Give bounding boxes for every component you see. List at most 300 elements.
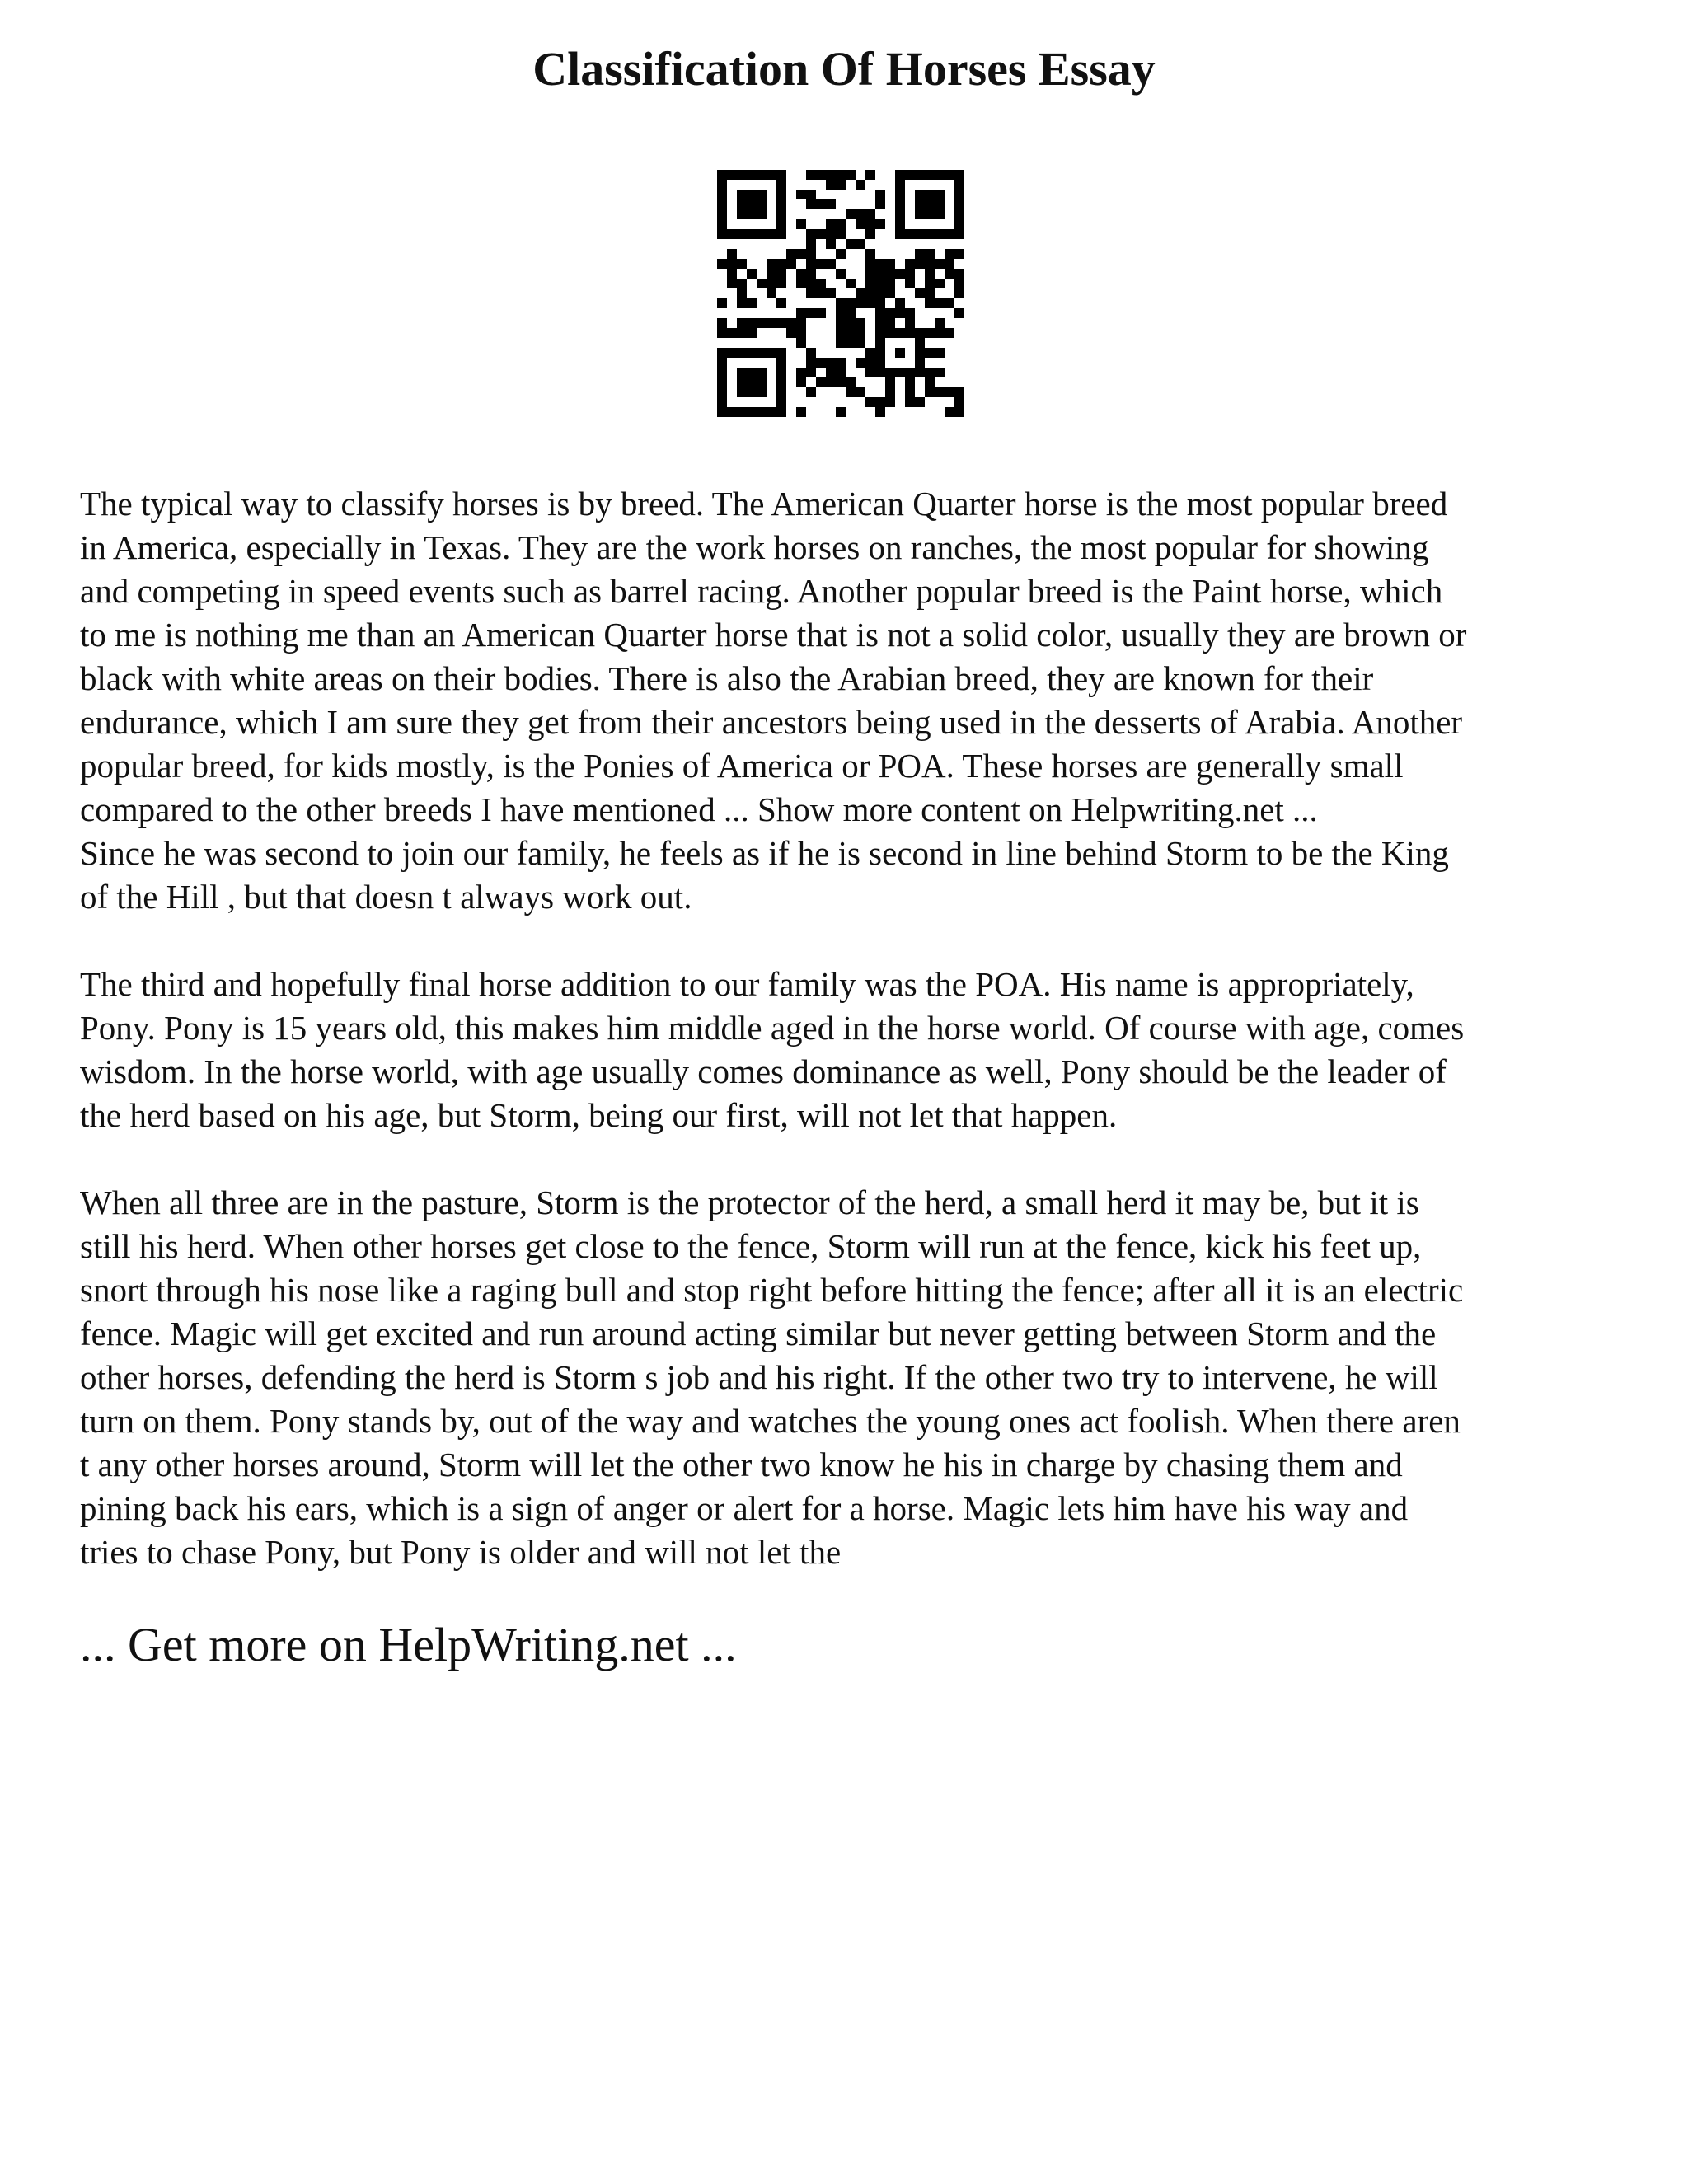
qr-module [806, 279, 816, 288]
qr-module [836, 358, 846, 368]
qr-module [767, 288, 776, 298]
qr-module [717, 407, 727, 417]
qr-module [954, 279, 964, 288]
qr-module [826, 288, 836, 298]
qr-module [915, 199, 925, 209]
qr-module [767, 170, 776, 180]
qr-module [895, 180, 905, 190]
qr-module [856, 180, 865, 190]
qr-module [935, 229, 945, 239]
qr-module [727, 269, 737, 279]
qr-module [776, 229, 786, 239]
qr-module [826, 199, 836, 209]
qr-module [826, 358, 836, 368]
qr-module [935, 368, 945, 377]
qr-module [727, 170, 737, 180]
qr-module [925, 298, 935, 308]
qr-module [757, 318, 767, 328]
qr-module [905, 279, 915, 288]
qr-module [915, 368, 925, 377]
qr-module [717, 190, 727, 199]
qr-module [905, 229, 915, 239]
qr-module [945, 407, 954, 417]
qr-module [954, 190, 964, 199]
qr-module [925, 279, 935, 288]
qr-module [806, 358, 816, 368]
qr-module [925, 259, 935, 269]
qr-module [945, 259, 954, 269]
qr-module [905, 318, 915, 328]
qr-module [846, 279, 856, 288]
qr-module [826, 239, 836, 249]
qr-module [915, 338, 925, 348]
qr-module [776, 259, 786, 269]
qr-module [865, 368, 875, 377]
qr-module [737, 407, 747, 417]
qr-module [796, 338, 806, 348]
qr-module [915, 249, 925, 259]
qr-module [846, 170, 856, 180]
qr-module [747, 170, 757, 180]
qr-module [737, 387, 747, 397]
qr-module [747, 407, 757, 417]
qr-module [836, 219, 846, 229]
qr-module [925, 328, 935, 338]
qr-module [737, 348, 747, 358]
qr-module [796, 377, 806, 387]
qr-module [717, 219, 727, 229]
qr-module [856, 288, 865, 298]
qr-module [717, 180, 727, 190]
qr-module [905, 377, 915, 387]
qr-module [757, 279, 767, 288]
qr-module [895, 209, 905, 219]
qr-module [747, 229, 757, 239]
qr-module [954, 288, 964, 298]
qr-module [925, 348, 935, 358]
qr-module [747, 298, 757, 308]
qr-module [776, 348, 786, 358]
qr-module [836, 269, 846, 279]
qr-module [885, 328, 895, 338]
qr-module [875, 279, 885, 288]
qr-module [865, 249, 875, 259]
qr-module [846, 338, 856, 348]
essay-body [80, 482, 1629, 1574]
qr-module [796, 328, 806, 338]
qr-module [905, 397, 915, 407]
qr-module [846, 377, 856, 387]
qr-module [757, 387, 767, 397]
qr-module [826, 219, 836, 229]
qr-module [875, 318, 885, 328]
qr-module [935, 318, 945, 328]
qr-module [737, 318, 747, 328]
qr-module [747, 190, 757, 199]
qr-module [954, 170, 964, 180]
qr-module [915, 190, 925, 199]
qr-module [875, 219, 885, 229]
qr-module [757, 407, 767, 417]
qr-module [836, 298, 846, 308]
qr-module [737, 288, 747, 298]
qr-module [875, 259, 885, 269]
qr-module [717, 298, 727, 308]
qr-module [757, 348, 767, 358]
qr-module [865, 279, 875, 288]
qr-module [767, 318, 776, 328]
qr-module [747, 348, 757, 358]
essay-paragraph-3: When all three are in the pasture, Storm is the protector of the herd, a small herd it may be, but it is still his herd. When other horses get close to the fence, Storm will run at the fence, kick his feet up, snort through his nose like a raging bull and stop right before hitting the fence; after all it is an electric fence. Magic will get excited and run around acting similar but never getting between Storm and the other horses, defending the herd is Storm s job and his right. If the other two try to intervene, he will turn on them. Pony stands by, out of the way and watches the young ones act foolish. When there aren t any other horses around, Storm will let the other two know he his in charge by chasing them and pining back his ears, which is a sign of anger or alert for a horse. Magic lets him have his way and tries to chase Pony, but Pony is older and will not let the [80, 1183, 1464, 1571]
qr-module [767, 269, 776, 279]
qr-module [875, 338, 885, 348]
qr-module [836, 328, 846, 338]
qr-module [895, 328, 905, 338]
qr-module [717, 358, 727, 368]
qr-module [875, 269, 885, 279]
qr-module [717, 348, 727, 358]
qr-module [757, 190, 767, 199]
qr-module [727, 407, 737, 417]
qr-module [885, 279, 895, 288]
qr-module [747, 387, 757, 397]
qr-module [776, 199, 786, 209]
qr-module [875, 308, 885, 318]
qr-module [865, 229, 875, 239]
qr-module [865, 259, 875, 269]
qr-module [856, 298, 865, 308]
qr-module [806, 190, 816, 199]
qr-module [915, 170, 925, 180]
qr-module [925, 387, 935, 397]
qr-module [836, 249, 846, 259]
qr-module [905, 259, 915, 269]
qr-module [767, 229, 776, 239]
qr-module [806, 239, 816, 249]
qr-module [836, 368, 846, 377]
qr-module [747, 269, 757, 279]
qr-module [776, 279, 786, 288]
qr-module [796, 219, 806, 229]
qr-module [856, 387, 865, 397]
qr-module [757, 368, 767, 377]
qr-module [836, 229, 846, 239]
qr-module [737, 377, 747, 387]
qr-module [925, 377, 935, 387]
qr-module [796, 249, 806, 259]
qr-module [717, 199, 727, 209]
qr-module [816, 358, 826, 368]
qr-module [905, 308, 915, 318]
qr-module [856, 328, 865, 338]
qr-module [925, 170, 935, 180]
qr-module [885, 397, 895, 407]
qr-module [925, 368, 935, 377]
qr-module [905, 328, 915, 338]
paragraph-spacer [80, 1137, 1629, 1181]
qr-module [727, 249, 737, 259]
qr-module [717, 368, 727, 377]
qr-module [925, 229, 935, 239]
qr-module [875, 407, 885, 417]
qr-module [875, 348, 885, 358]
qr-module [747, 318, 757, 328]
qr-module [865, 348, 875, 358]
qr-module [885, 387, 895, 397]
qr-module [935, 199, 945, 209]
qr-module [954, 397, 964, 407]
qr-module [954, 209, 964, 219]
qr-module [747, 328, 757, 338]
qr-module [915, 209, 925, 219]
qr-module [826, 229, 836, 239]
qr-module [737, 279, 747, 288]
qr-module [954, 387, 964, 397]
paragraph-spacer [80, 919, 1629, 963]
qr-module [806, 288, 816, 298]
qr-module [737, 298, 747, 308]
qr-module [865, 397, 875, 407]
qr-module [945, 298, 954, 308]
qr-module [767, 259, 776, 269]
qr-module [776, 397, 786, 407]
qr-module [737, 259, 747, 269]
qr-module [905, 170, 915, 180]
qr-module [836, 338, 846, 348]
qr-module [796, 407, 806, 417]
qr-module [846, 328, 856, 338]
qr-module [816, 259, 826, 269]
qr-module [747, 377, 757, 387]
qr-module [806, 269, 816, 279]
qr-module [767, 407, 776, 417]
qr-module [806, 249, 816, 259]
qr-module [717, 387, 727, 397]
qr-module [737, 199, 747, 209]
qr-module [856, 239, 865, 249]
qr-module [865, 219, 875, 229]
qr-module [954, 269, 964, 279]
qr-module [806, 259, 816, 269]
qr-module [717, 318, 727, 328]
qr-module [737, 328, 747, 338]
qr-module [945, 249, 954, 259]
qr-module [767, 279, 776, 288]
qr-module [935, 259, 945, 269]
qr-module [846, 308, 856, 318]
qr-module [826, 377, 836, 387]
qr-module [875, 397, 885, 407]
qr-module [865, 358, 875, 368]
qr-module [925, 288, 935, 298]
qr-module [885, 288, 895, 298]
qr-module [747, 209, 757, 219]
qr-module [737, 368, 747, 377]
qr-module [836, 180, 846, 190]
essay-paragraph-2: The third and hopefully final horse addition to our family was the POA. His name is appropriately, Pony. Pony is 15 years old, this makes him middle aged in the horse world. Of course with age, comes wisdom. In the horse world, with age usually comes dominance as well, Pony should be the leader of the herd based on his age, but Storm, being our first, will not let that happen. [80, 965, 1465, 1134]
qr-module [796, 279, 806, 288]
qr-module [816, 288, 826, 298]
qr-module [826, 170, 836, 180]
qr-module [895, 219, 905, 229]
qr-module [816, 199, 826, 209]
qr-module [727, 229, 737, 239]
qr-module [786, 328, 796, 338]
qr-module [935, 279, 945, 288]
qr-module [786, 259, 796, 269]
qr-module [717, 397, 727, 407]
qr-module [915, 328, 925, 338]
qr-module [846, 387, 856, 397]
qr-module [954, 229, 964, 239]
qr-module [935, 190, 945, 199]
qr-module [846, 239, 856, 249]
essay-paragraph-1: The typical way to classify horses is by breed. The American Quarter horse is the most popular breed in America, especially in Texas. They are the work horses on ranches, the most popular for showing and competing in speed events such as barrel racing. Another popular breed is the Paint horse, which to me is nothing me than an American Quarter horse that is not a solid color, usually they are brown or black with white areas on their bodies. There is also the Arabian breed, they are known for their endurance, which I am sure they get from their ancestors being used in the desserts of Arabia. Another popular breed, for kids mostly, is the Ponies of America or POA. These horses are generally small compared to the other breeds I have mentioned ... Show more content on Helpwriting.net ... Since he was second to join our family, he feels as if he is second in line behind Storm to be the King of the Hill , but that doesn t always work out. [80, 485, 1467, 916]
qr-module [717, 209, 727, 219]
qr-module [806, 308, 816, 318]
qr-module [717, 259, 727, 269]
qr-module [757, 199, 767, 209]
qr-module [875, 368, 885, 377]
qr-module [776, 180, 786, 190]
qr-module [875, 190, 885, 199]
qr-module [885, 318, 895, 328]
qr-module [727, 348, 737, 358]
qr-module [776, 368, 786, 377]
qr-module [806, 170, 816, 180]
qr-module [816, 308, 826, 318]
qr-module [875, 199, 885, 209]
qr-module [776, 318, 786, 328]
qr-module [836, 377, 846, 387]
qr-module [757, 209, 767, 219]
qr-module [895, 368, 905, 377]
qr-module [786, 318, 796, 328]
qr-module [727, 328, 737, 338]
qr-module [776, 407, 786, 417]
qr-module [776, 298, 786, 308]
qr-module [945, 387, 954, 397]
qr-module [747, 368, 757, 377]
qr-module [776, 190, 786, 199]
qr-module [885, 259, 895, 269]
qr-module [865, 209, 875, 219]
qr-module [885, 377, 895, 387]
qr-module [945, 170, 954, 180]
qr-module [954, 249, 964, 259]
qr-module [776, 219, 786, 229]
qr-module [905, 368, 915, 377]
qr-module [895, 170, 905, 180]
qr-module [757, 170, 767, 180]
qr-module [717, 170, 727, 180]
qr-module [836, 407, 846, 417]
qr-module [875, 328, 885, 338]
qr-module [875, 288, 885, 298]
qr-module [796, 368, 806, 377]
qr-module [816, 229, 826, 239]
qr-module [717, 377, 727, 387]
qr-module [846, 209, 856, 219]
qr-module [806, 229, 816, 239]
get-more-link[interactable]: ... Get more on HelpWriting.net ... [80, 1618, 737, 1671]
qr-module [856, 219, 865, 229]
qr-module [925, 249, 935, 259]
qr-module [935, 348, 945, 358]
qr-module [836, 308, 846, 318]
qr-module [945, 328, 954, 338]
qr-module [727, 259, 737, 269]
qr-module [776, 269, 786, 279]
qr-module [954, 199, 964, 209]
qr-module [727, 279, 737, 288]
qr-module [905, 269, 915, 279]
qr-module [925, 209, 935, 219]
qr-module [954, 219, 964, 229]
qr-module [796, 308, 806, 318]
qr-module [836, 318, 846, 328]
qr-module [816, 377, 826, 387]
qr-module [875, 358, 885, 368]
qr-module [786, 249, 796, 259]
qr-module [826, 368, 836, 377]
qr-module [767, 348, 776, 358]
qr-module [895, 348, 905, 358]
qr-module [925, 269, 935, 279]
qr-module [846, 298, 856, 308]
qr-module [737, 170, 747, 180]
qr-module [935, 387, 945, 397]
qr-module [875, 298, 885, 308]
qr-module [865, 170, 875, 180]
qr-module [865, 298, 875, 308]
qr-module [885, 368, 895, 377]
qr-module [806, 348, 816, 358]
qr-module [954, 180, 964, 190]
qr-module [846, 318, 856, 328]
qr-module [935, 209, 945, 219]
qr-module [945, 269, 954, 279]
qr-module [717, 229, 727, 239]
qr-module [776, 209, 786, 219]
qr-module [776, 387, 786, 397]
qr-module [816, 170, 826, 180]
qr-module [796, 190, 806, 199]
qr-module [865, 269, 875, 279]
qr-module [776, 377, 786, 387]
qr-module [915, 259, 925, 269]
qr-module [737, 229, 747, 239]
qr-code-icon [717, 170, 964, 417]
qr-module [915, 358, 925, 368]
qr-module [915, 397, 925, 407]
qr-module [954, 308, 964, 318]
qr-module [885, 308, 895, 318]
qr-module [895, 190, 905, 199]
qr-module [935, 328, 945, 338]
qr-module [954, 407, 964, 417]
qr-module [816, 279, 826, 288]
qr-module [826, 259, 836, 269]
qr-module [915, 229, 925, 239]
qr-module [806, 387, 816, 397]
qr-module [915, 348, 925, 358]
qr-module [757, 377, 767, 387]
qr-module [895, 199, 905, 209]
qr-module [796, 269, 806, 279]
qr-module [776, 358, 786, 368]
qr-module [895, 269, 905, 279]
